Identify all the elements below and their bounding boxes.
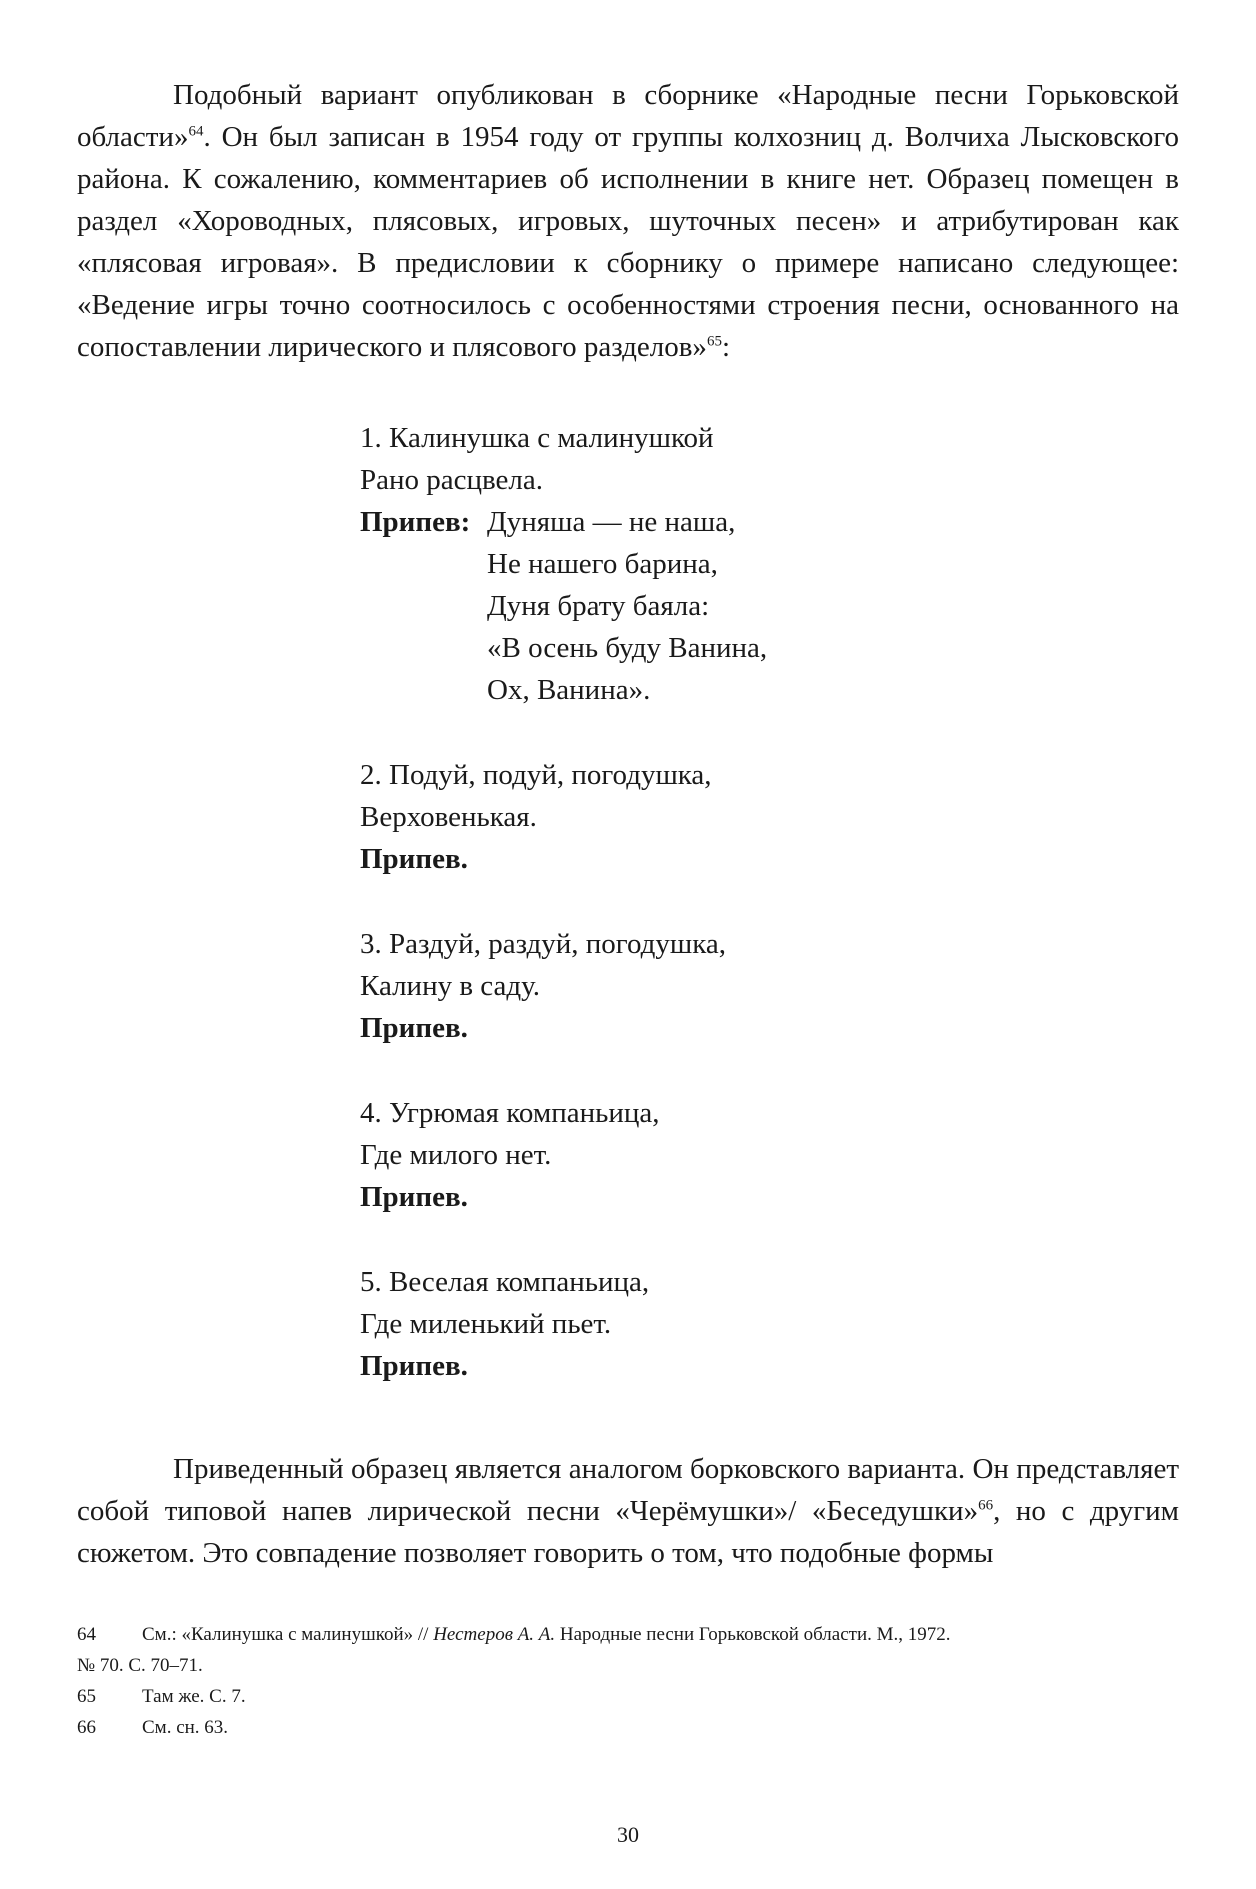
stanza-line: 2. Подуй, подуй, погодушка, — [360, 759, 712, 791]
refrain — [360, 501, 767, 711]
footnote-text-part: Народные песни Горьковской области. М., 1972. — [555, 1624, 951, 1645]
stanza-line: 3. Раздуй, раздуй, погодушка, — [360, 928, 726, 960]
footnotes — [77, 1619, 1179, 1743]
stanza-line: Верховенькая. — [360, 801, 537, 833]
stanza-line: Где милого нет. — [360, 1139, 552, 1171]
stanza-line: Рано расцвела. — [360, 464, 544, 496]
refrain-marker: Припев. — [360, 1181, 468, 1213]
paragraph-1-text-c: : — [721, 331, 730, 363]
footnote-ref-64: 64 — [188, 123, 204, 140]
stanza-1 — [360, 417, 767, 711]
footnote-continuation: № 70. С. 70–71. — [77, 1655, 203, 1676]
refrain-line: Не нашего барина, — [487, 548, 718, 580]
stanza-4 — [360, 1092, 767, 1218]
footnote-text — [142, 1624, 951, 1645]
stanza-line: 5. Веселая компаньица, — [360, 1266, 650, 1298]
page-number: 30 — [617, 1822, 639, 1847]
footnote-ref-66: 66 — [978, 1497, 994, 1514]
refrain-line: Ох, Ванина». — [487, 674, 651, 706]
stanza-line: Калину в саду. — [360, 970, 540, 1002]
footnote-64 — [77, 1619, 1179, 1681]
footnote-number: 65 — [77, 1686, 96, 1707]
stanza-5 — [360, 1261, 767, 1387]
refrain-line: «В осень буду Ванина, — [487, 632, 768, 664]
stanza-line: Где миленький пьет. — [360, 1308, 612, 1340]
footnote-author: Нестеров А. А. — [433, 1624, 556, 1645]
song-text — [360, 417, 767, 1387]
footnote-text: Там же. С. 7. — [142, 1686, 246, 1707]
paragraph-1-text-b: . Он был записан в 1954 году от группы колхозниц д. Волчиха Лысковского района. К сожалению, комментариев об исполнении в книге нет. Образец помещен в раздел «Хороводных, плясовых, игровых, шуточных песен» и атрибутирован как «плясовая игровая». В предисловии к сборнику о примере написано следующее: «Ведение игры точно соотносилось с особенностями строения песни, основанного на сопоставлении лирического и плясового разделов» — [77, 121, 1179, 363]
refrain-marker: Припев. — [360, 843, 468, 875]
footnote-66 — [77, 1712, 1179, 1743]
paragraph-1-text-a: Подобный вариант опубликован в сборнике «Народные песни Горьковской области» — [77, 79, 1179, 153]
stanza-3 — [360, 923, 767, 1049]
footnote-text-part: См.: «Калинушка с малинушкой» // — [142, 1624, 434, 1645]
refrain-marker: Припев. — [360, 1350, 468, 1382]
stanza-line: 1. Калинушка с малинушкой — [360, 422, 714, 454]
refrain-line: Дуняша — не наша, — [487, 506, 736, 538]
stanza-2 — [360, 754, 767, 880]
stanza-line: 4. Угрюмая компаньица, — [360, 1097, 660, 1129]
footnote-number: 66 — [77, 1717, 96, 1738]
refrain-label: Припев: — [360, 506, 471, 538]
footnote-ref-65: 65 — [706, 333, 722, 350]
paragraph-2-text-b: , но с другим сюжетом. Это совпадение позволяет говорить о том, что подобные формы — [77, 1495, 1180, 1569]
body-paragraph-2 — [77, 1448, 1179, 1574]
paragraph-2-text-a: Приведенный образец является аналогом борковского варианта. Он представляет собой типовой напев лирической песни «Черёмушки»/ «Беседушки» — [77, 1453, 1179, 1527]
refrain-lines — [487, 501, 767, 711]
body-paragraph-1 — [77, 74, 1179, 368]
refrain-marker: Припев. — [360, 1012, 468, 1044]
footnote-text: См. сн. 63. — [142, 1717, 229, 1738]
refrain-line: Дуня брату баяла: — [487, 590, 710, 622]
footnote-65 — [77, 1681, 1179, 1712]
footnote-number: 64 — [77, 1624, 96, 1645]
